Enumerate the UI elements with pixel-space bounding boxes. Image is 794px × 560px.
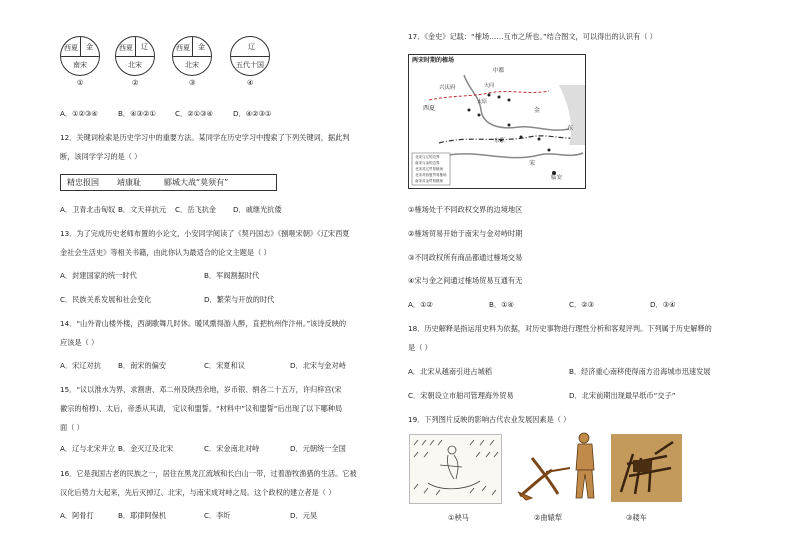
q14-option-b[interactable]: B．南宋的偏安 [118,361,167,370]
q16-option-d[interactable]: D．元昊 [290,511,318,520]
q14-option-d[interactable]: D．北宋与金对峙 [290,361,346,370]
circle-3-number: ③ [189,78,196,87]
map-legend-4: 北宋对西夏贸易榷场 [415,173,447,177]
q15-option-b[interactable]: B．金灭辽及北宋 [118,444,174,453]
q15-stem-line3: 面（ ） [60,423,84,432]
circle-1-bottom: 南宋 [73,61,87,69]
circle-4-bottom: 五代十国 [236,61,264,69]
q12-option-c[interactable]: C．岳飞抗金 [175,205,216,214]
q17-option-a[interactable]: A．①② [408,300,433,309]
keyword-box [60,174,277,191]
q14-option-c[interactable]: C．宋夏和议 [204,361,245,370]
q14-stem-line1: 14．“山外青山楼外楼，西湖歌舞几时休。暖风熏得游人醉，直把杭州作汴州。”该诗反映的 [60,319,347,328]
q11-option-b[interactable]: B．④③②① [118,109,156,118]
dynasty-circle-3 [172,36,212,76]
q15-stem-line2: 徽宗的棺椁)、太后，帝悉从其请， 定议和盟誓。“材料中”议和盟誓“后出现了以下哪种局 [60,404,343,413]
circle-4-right: 辽 [248,43,255,51]
circle-3-right: 金 [198,43,205,51]
curved-plough-image [510,428,604,502]
q17-statement-3: ③不同政权所有商品都通过榷场交易 [408,253,523,262]
map-label-song: 宋 [529,160,536,167]
q19-stem: 19．下列图片反映的影响古代农业发展因素是（ ） [408,415,571,424]
q16-option-c[interactable]: C．李圻 [204,511,231,520]
map-label-dongjing: 东京 [494,138,506,144]
q17-stem: 17．《金史》记载：“榷场……互市之所也。”结合图文，可以得出的认识有（ ） [408,32,657,41]
caption-seed-drill: ③耧车 [626,513,647,522]
q17-option-c[interactable]: C．②③ [569,300,595,309]
q12-stem-line2: 断，该同学学习的是（ ） [60,152,142,161]
circle-1-left: 西夏 [64,44,78,52]
q15-option-a[interactable]: A．辽与北宋并立 [60,444,116,453]
circle-2-right: 辽 [141,43,148,51]
map-label-datong: 大同 [484,83,495,89]
map-legend-3: 北宋对辽贸易榷场 [415,167,443,171]
q15-option-d[interactable]: D．元朝统一全国 [290,444,346,453]
map-label-jin: 金 [534,107,541,114]
caption-seedling-horse: ①秧马 [448,513,469,522]
q11-option-c[interactable]: C．②①③④ [175,109,213,118]
dynasty-circle-2 [115,36,155,76]
q18-stem-line2: 是（ ） [408,343,432,352]
q11-option-d[interactable]: D．④②③① [233,109,272,118]
map-label-dong: 东 [567,125,574,132]
q14-stem-line2: 应该是（ ） [60,338,99,347]
q13-stem-line1: 13．为了完成历史老师布置的小论文，小安同学阅读了《契丹国志》《捌咂宋朝》《辽宋西夏 [60,229,350,238]
q13-option-a[interactable]: A．封建国家的统一时代 [60,271,137,280]
q12-option-a[interactable]: A．卫青北击匈奴 [60,205,116,214]
q12-stem-line1: 12．关键词检索是历史学习中的重要方法。某同学在历史学习中搜索了下列关键词，据此判 [60,133,350,142]
q16-stem-line2: 汉化后势力大起来，先后灭掉辽、北宋，与南宋成对峙之局。这个政权的建立者是（ ） [60,488,336,497]
circle-1-number: ① [77,78,84,87]
map-label-zhongdu: 中都 [493,68,505,74]
map-label-xingqingfu: 兴庆府 [439,85,456,91]
q18-option-a[interactable]: A．北宋从越南引进占城稻 [408,367,492,376]
q15-stem-line1: 15．“议以淮水为界，求割唐、邓二州及陕西余地，岁币银、绢各二十五万，许归梓宫(宋 [60,385,342,394]
q16-option-a[interactable]: A．阿骨打 [60,511,94,520]
q13-option-c[interactable]: C．民族关系发展和社会变化 [60,295,152,304]
q11-option-a[interactable]: A．①②③④ [60,109,98,118]
map-label-linan: 临安 [551,175,563,181]
q14-option-a[interactable]: A．宋辽对抗 [60,361,101,370]
q12-option-b[interactable]: B．文天祥抗元 [118,205,167,214]
q15-option-c[interactable]: C．宋金南北对峙 [204,444,260,453]
q16-option-b[interactable]: B．耶律阿保机 [118,511,167,520]
map-legend-2: 南宋与金的边界 [415,161,440,165]
circle-3-bottom: 北宋 [185,61,199,69]
dynasty-circle-1 [60,36,100,76]
q13-stem-line2: 金社会生活史》等相关书籍，由此你认为最适合的论文主题是（ ） [60,248,271,257]
q12-option-d[interactable]: D．戚继光抗倭 [233,205,282,214]
q17-statement-1: ①榷场处于不同政权交界的边境地区 [408,205,523,214]
circle-2-bottom: 北宋 [128,61,142,69]
map-legend-1: 北宋与辽的边界 [415,155,440,159]
keyword-1: 精忠报国 [67,178,99,187]
circle-3-left: 西夏 [176,44,190,52]
q18-option-c[interactable]: C．宋朝设立市舶司管理海外贸易 [408,391,514,400]
keyword-3: 郾城大战“莫须有” [164,178,229,187]
q18-option-d[interactable]: D．北宋前期出现最早纸币“交子” [569,391,676,400]
q17-option-b[interactable]: B．①④ [489,300,515,309]
map-label-taiyuan: 太原 [477,99,488,105]
circle-4-number: ④ [247,78,254,87]
dynasty-circle-4 [230,36,270,76]
q18-stem-line1: 18．历史解释是指运用史料为依据，对历史事物进行理性分析和客观评判。下列属于历史解释的 [408,324,712,333]
seed-drill-image [611,434,682,502]
map-label-xixia: 西夏 [423,105,436,112]
keyword-2: 靖康耻 [117,178,141,187]
map-title: 两宋时期的榷场 [412,57,455,64]
circle-2-number: ② [132,78,139,87]
circle-1-right: 金 [86,43,93,51]
caption-curved-plough: ②曲辕犁 [534,513,563,522]
q13-option-d[interactable]: D．繁荣与开放的时代 [204,295,275,304]
q17-statement-2: ②榷场贸易开始于南宋与金对峙时期 [408,229,523,238]
q16-stem-line1: 16．它是我国古老的民族之一，居住在黑龙江流域和长白山一带，过着游牧渔猎的生活。它被 [60,469,357,478]
seedling-horse-image [409,434,502,504]
q18-option-b[interactable]: B．经济重心南移使得南方沿海城市迅速发展 [569,367,711,376]
q17-option-d[interactable]: D．③④ [650,300,676,309]
circle-2-left: 西夏 [119,44,133,52]
q13-option-b[interactable]: B．军阀割据时代 [204,271,260,280]
song-trade-map [408,54,586,189]
q17-statement-4: ④宋与金之间通过榷场贸易互通有无 [408,276,523,285]
map-legend-5: 南宋对金贸易榷场 [415,179,443,183]
